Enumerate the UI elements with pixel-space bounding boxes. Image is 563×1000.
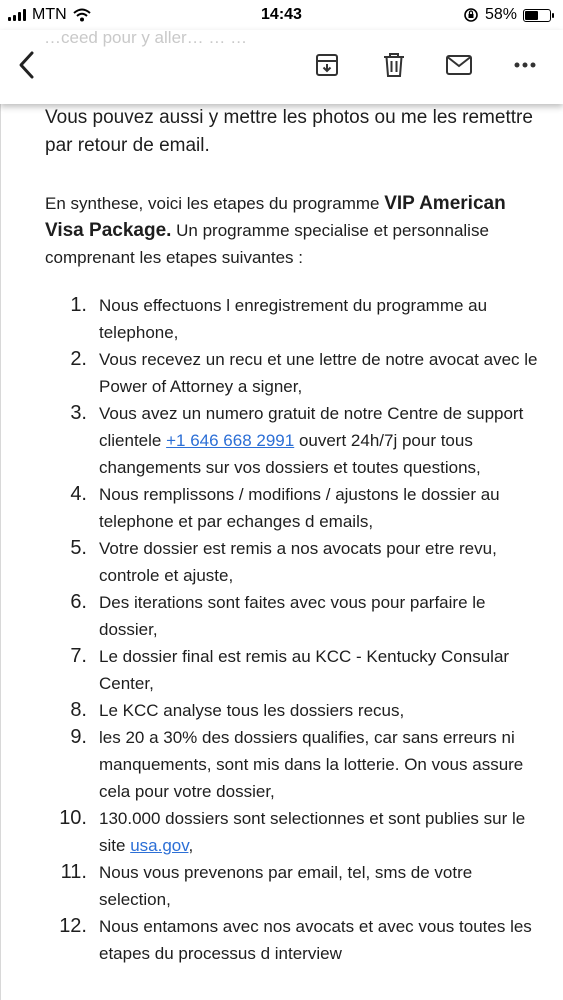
step-text: 130.000 dossiers sont selectionnes et sont publies sur le site [99, 809, 526, 855]
step-text: Nous vous prevenons par email, tel, sms de votre selection, [99, 863, 473, 909]
chevron-left-icon [17, 50, 37, 80]
step-number: 6. [70, 591, 87, 613]
program-name: VIP American Visa Package. [45, 193, 506, 241]
list-item [1, 913, 539, 967]
step-text: ouvert 24h/7j pour tous changements sur vos dossiers et toutes questions, [99, 431, 481, 477]
reply-mail-button[interactable] [442, 48, 476, 82]
battery-icon [523, 9, 551, 22]
rotation-lock-icon [463, 7, 479, 23]
mail-icon [445, 54, 473, 76]
step-text: Le dossier final est remis au KCC - Kentucky Consular Center, [99, 647, 510, 693]
step-text: Nous remplissons / modifions / ajustons le dossier au telephone et par echanges d emails, [99, 485, 500, 531]
step-text: Nous effectuons l enregistrement du programme au telephone, [99, 296, 488, 342]
email-body [0, 104, 563, 1000]
step-number: 11. [60, 861, 87, 883]
carrier-label: MTN [32, 6, 67, 23]
step-number: 2. [70, 348, 87, 370]
steps-list [1, 292, 563, 967]
step-text: Des iterations sont faites avec vous pour parfaire le dossier, [99, 593, 486, 639]
list-item [1, 805, 539, 859]
list-item [1, 481, 539, 535]
step-number: 7. [70, 645, 87, 667]
step-number: 12. [59, 915, 87, 937]
step-number: 4. [70, 483, 87, 505]
step-text: , [188, 836, 194, 855]
list-item [1, 292, 539, 346]
back-button[interactable] [10, 48, 44, 82]
scrolled-text-behind: …ceed pour y aller… … … [44, 30, 248, 47]
list-item [1, 589, 539, 643]
phone-link[interactable]: +1 646 668 2991 [166, 431, 295, 450]
step-text: Votre dossier est remis a nos avocats pour etre revu, controle et ajuste, [99, 539, 497, 585]
step-number: 3. [70, 402, 87, 424]
website-link[interactable]: usa.gov [130, 836, 189, 855]
delete-button[interactable] [377, 48, 411, 82]
step-number: 1. [70, 294, 87, 316]
step-number: 10. [59, 807, 87, 829]
step-text: Vous avez un numero gratuit de notre Centre de support clientele [99, 404, 524, 450]
status-bar [0, 0, 563, 30]
list-item [1, 859, 539, 913]
archive-button[interactable] [310, 48, 344, 82]
step-number: 8. [70, 699, 87, 721]
synthesis-paragraph [45, 190, 545, 271]
step-number: 5. [70, 537, 87, 559]
synthesis-prefix: En synthese, voici les etapes du programme [45, 194, 385, 213]
step-number: 9. [70, 726, 87, 748]
list-item [1, 643, 539, 697]
trash-icon [382, 51, 406, 79]
list-item [1, 724, 539, 805]
more-button[interactable] [508, 48, 542, 82]
list-item [1, 400, 539, 481]
battery-percent: 58% [484, 6, 517, 23]
clock: 14:43 [261, 6, 302, 23]
step-text: Le KCC analyse tous les dossiers recus, [99, 701, 405, 720]
intro-paragraph: Vous pouvez aussi y mettre les photos ou me les remettre par retour de email. [45, 107, 533, 156]
step-text: Vous recevez un recu et une lettre de notre avocat avec le Power of Attorney a signer, [99, 350, 538, 396]
archive-icon [314, 52, 340, 78]
more-icon [513, 61, 537, 69]
step-text: les 20 a 30% des dossiers qualifies, car sans erreurs ni manquements, sont mis dans la lotterie. On vous assure cela pour votre dossier, [99, 728, 524, 801]
list-item [1, 346, 539, 400]
email-toolbar [0, 30, 563, 104]
list-item [1, 697, 539, 724]
list-item [1, 535, 539, 589]
step-text: Nous entamons avec nos avocats et avec vous toutes les etapes du processus d interview [99, 917, 532, 963]
synthesis-suffix: Un programme specialise et personnalise comprenant les etapes suivantes : [45, 221, 489, 267]
